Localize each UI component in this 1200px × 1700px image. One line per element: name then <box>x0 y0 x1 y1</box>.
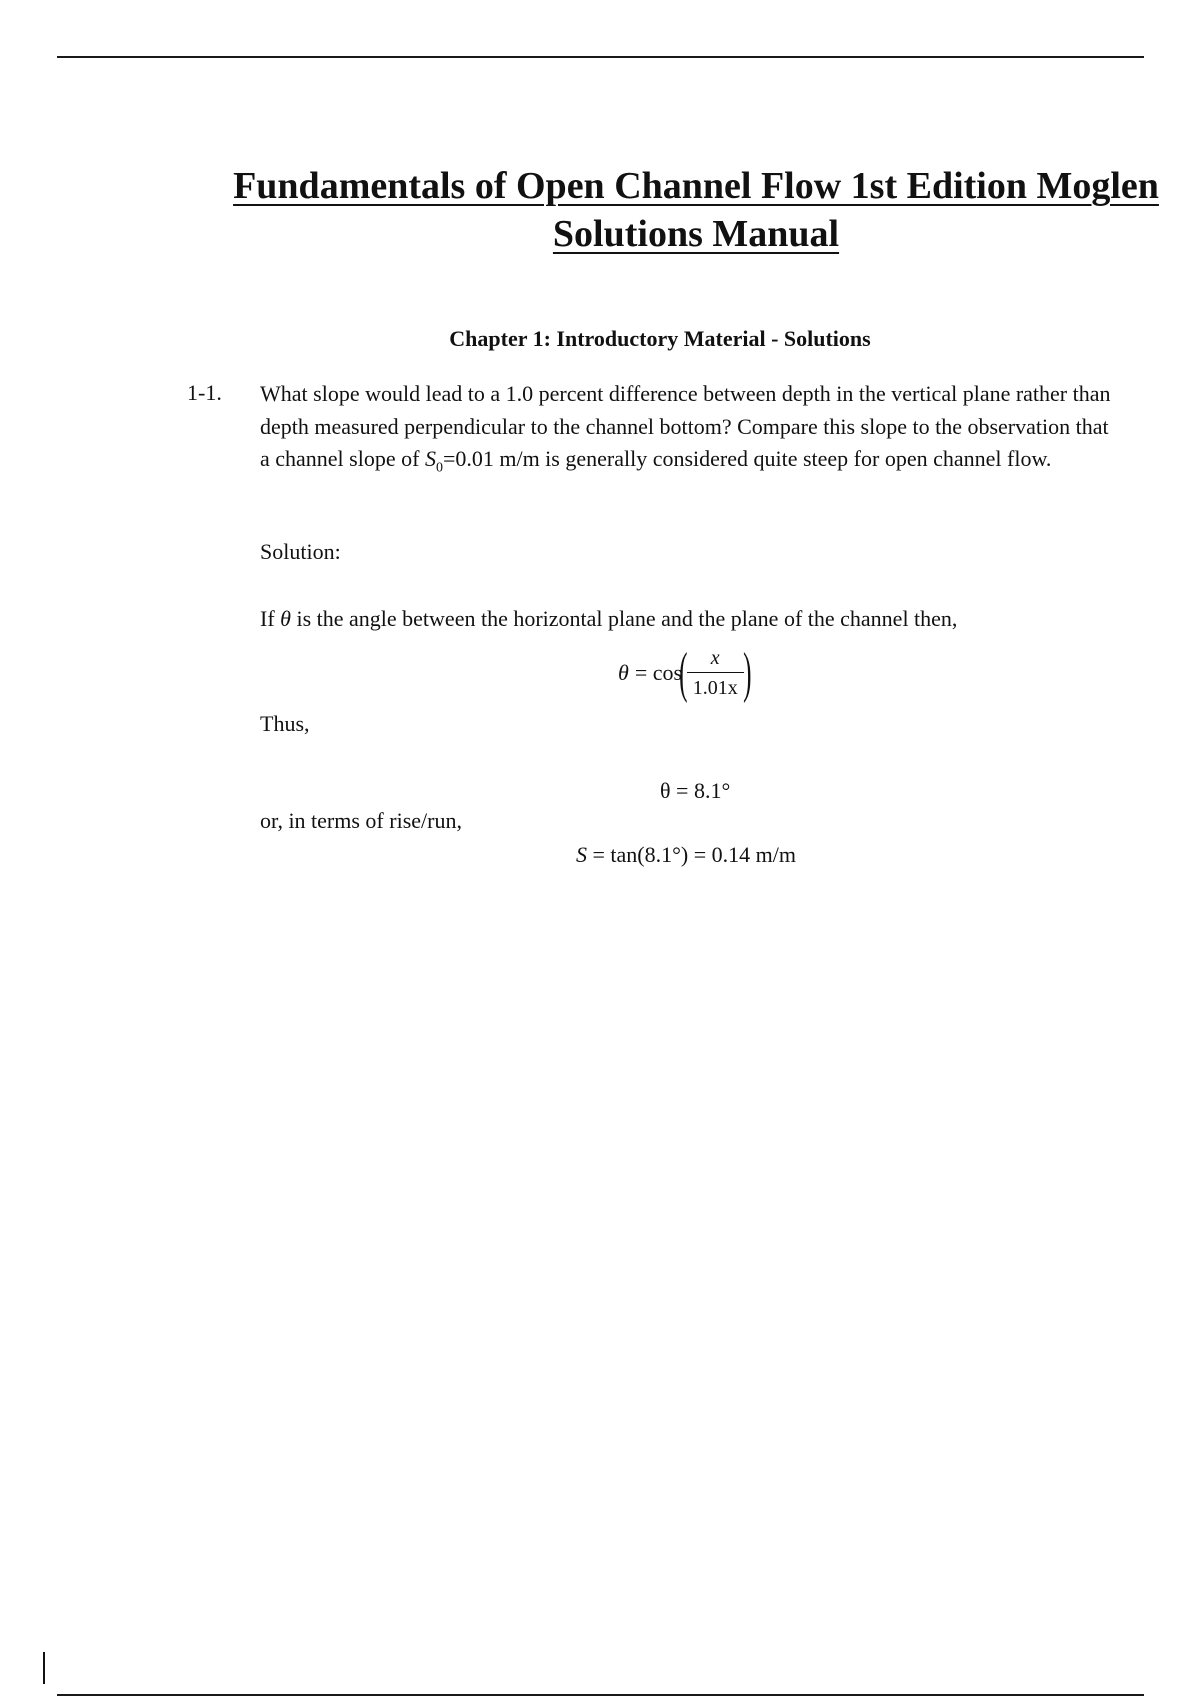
left-paren: ( <box>679 642 688 704</box>
title-line-2: Solutions Manual <box>552 213 840 255</box>
solution-label: Solution: <box>260 539 341 564</box>
text-cursor-mark <box>43 1652 45 1684</box>
equation-theta-result: θ = 8.1° <box>660 778 731 803</box>
thus-label: Thus, <box>260 711 310 736</box>
equation-slope-rest: = tan(8.1°) = 0.14 m/m <box>587 842 796 867</box>
equation-slope <box>576 842 796 868</box>
equation-theta-cos <box>618 638 752 708</box>
equation-theta-lhs: θ <box>618 660 629 685</box>
title-line-1: Fundamentals of Open Channel Flow 1st Edition Moglen <box>233 165 1159 207</box>
fraction <box>687 647 744 700</box>
document-title <box>196 162 1196 258</box>
if-prefix: If <box>260 606 275 631</box>
fraction-denominator: 1.01x <box>687 672 744 700</box>
problem-number: 1-1. <box>187 380 222 405</box>
problem-text-part-1: What slope would lead to a 1.0 percent difference between depth in the vertical plane rather than depth measured perpendicular to the channel bottom? Compare this slope to the observation that a channel slope of <box>260 381 1111 471</box>
slope-symbol: S <box>424 446 436 471</box>
equation-slope-symbol: S <box>576 842 587 867</box>
rise-run-label: or, in terms of rise/run, <box>260 808 462 833</box>
slope-subscript: 0 <box>435 460 443 476</box>
chapter-heading: Chapter 1: Introductory Material - Solutions <box>449 326 871 351</box>
equation-cos: = cos <box>634 660 683 685</box>
fraction-numerator: x <box>710 646 720 669</box>
problem-statement <box>260 378 1120 485</box>
right-paren: ) <box>742 642 752 704</box>
footer-rule <box>57 1694 1144 1696</box>
problem-text-part-2: =0.01 m/m is generally considered quite steep for open channel flow. <box>442 446 1052 471</box>
header-rule <box>57 56 1144 58</box>
theta-symbol: θ <box>280 606 291 631</box>
angle-definition <box>260 606 1120 632</box>
if-suffix: is the angle between the horizontal plane and the plane of the channel then, <box>296 606 958 631</box>
